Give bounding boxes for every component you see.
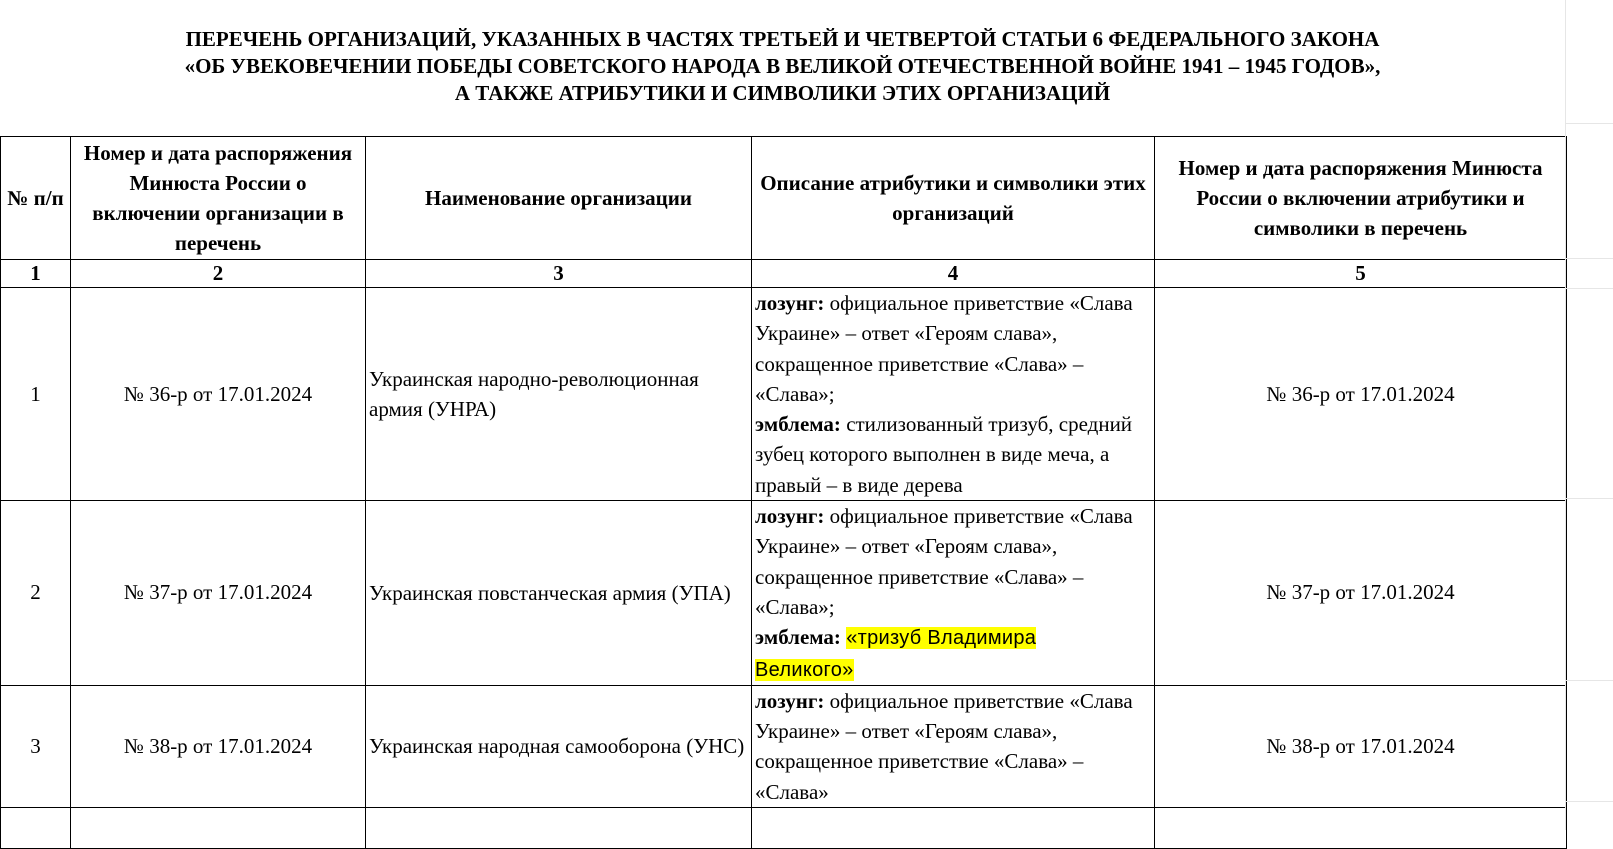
column-number: 4 <box>752 260 1155 288</box>
symbols-description-cell <box>752 288 1155 501</box>
emblem-text-highlighted: Великого» <box>755 658 854 681</box>
table-row-partial <box>1 808 1567 849</box>
org-order-cell: № 37-р от 17.01.2024 <box>71 501 366 686</box>
symbols-description-cell <box>752 685 1155 807</box>
title-line-3: А ТАКЖЕ АТРИБУТИКИ И СИМВОЛИКИ ЭТИХ ОРГАНИЗАЦИЙ <box>454 81 1111 105</box>
sheet-gridline-horizontal <box>1566 288 1613 289</box>
sheet-gridline-horizontal <box>1566 680 1613 681</box>
header-symbols-description: Описание атрибутики и символики этих организаций <box>752 137 1155 260</box>
empty-cell <box>752 808 1155 849</box>
empty-cell <box>1 808 71 849</box>
title-line-2: «ОБ УВЕКОВЕЧЕНИИ ПОБЕДЫ СОВЕТСКОГО НАРОДА В ВЕЛИКОЙ ОТЕЧЕСТВЕННОЙ ВОЙНЕ 1941 – 1945 ГОДОВ», <box>184 54 1381 78</box>
slogan-label: лозунг: <box>755 504 825 529</box>
row-number: 2 <box>1 501 71 686</box>
emblem-text-highlighted: «тризуб Владимира <box>846 627 1037 650</box>
org-order-cell: № 38-р от 17.01.2024 <box>71 685 366 807</box>
organizations-table <box>0 136 1567 849</box>
emblem-label: эмблема: <box>755 625 841 650</box>
table-header-row <box>1 137 1567 260</box>
row-number: 1 <box>1 288 71 501</box>
table-row <box>1 288 1567 501</box>
sheet-gridline-horizontal <box>1566 123 1613 124</box>
slogan-text: официальное приветствие «Слава Украине» – ответ «Героям слава», сокращенное приветствие «Слава» – «Слава» <box>755 688 1133 804</box>
header-org-name: Наименование организации <box>366 137 752 260</box>
symbols-order-cell: № 37-р от 17.01.2024 <box>1155 501 1567 686</box>
table-row <box>1 501 1567 686</box>
column-number: 2 <box>71 260 366 288</box>
emblem-text: стилизованный тризуб, средний зубец которого выполнен в виде меча, а правый – в виде дерева <box>755 412 1133 497</box>
title-line-1: ПЕРЕЧЕНЬ ОРГАНИЗАЦИЙ, УКАЗАННЫХ В ЧАСТЯХ ТРЕТЬЕЙ И ЧЕТВЕРТОЙ СТАТЬИ 6 ФЕДЕРАЛЬНОГО ЗАКОНА <box>185 27 1380 51</box>
empty-cell <box>1155 808 1567 849</box>
header-order-symbols: Номер и дата распоряжения Минюста России о включении атрибутики и символики в перечень <box>1155 137 1567 260</box>
empty-cell <box>366 808 752 849</box>
sheet-gridline-horizontal <box>1566 801 1613 802</box>
header-number: № п/п <box>1 137 71 260</box>
org-name-cell: Украинская народная самооборона (УНС) <box>366 685 752 807</box>
symbols-order-cell: № 38-р от 17.01.2024 <box>1155 685 1567 807</box>
slogan-text: официальное приветствие «Слава Украине» – ответ «Героям слава», сокращенное приветствие «Слава» – «Слава»; <box>755 504 1133 619</box>
symbols-order-cell: № 36-р от 17.01.2024 <box>1155 288 1567 501</box>
symbols-description-cell <box>752 501 1155 686</box>
slogan-label: лозунг: <box>755 688 825 713</box>
sheet-gridline-vertical <box>1565 0 1566 830</box>
slogan-text: официальное приветствие «Слава Украине» – ответ «Героям слава», сокращенное приветствие «Слава» – «Слава»; <box>755 291 1133 406</box>
column-number: 5 <box>1155 260 1567 288</box>
emblem-label: эмблема: <box>755 412 841 437</box>
column-number: 3 <box>366 260 752 288</box>
row-number: 3 <box>1 685 71 807</box>
header-order-org: Номер и дата распоряжения Минюста России о включении организации в перечень <box>71 137 366 260</box>
table-row <box>1 685 1567 807</box>
document-title <box>0 26 1565 107</box>
empty-cell <box>71 808 366 849</box>
column-numbers-row <box>1 260 1567 288</box>
column-number: 1 <box>1 260 71 288</box>
slogan-label: лозунг: <box>755 291 825 315</box>
sheet-gridline-horizontal <box>1566 498 1613 499</box>
org-order-cell: № 36-р от 17.01.2024 <box>71 288 366 501</box>
org-name-cell: Украинская народно-революционная армия (УНРА) <box>366 288 752 501</box>
sheet-gridline-horizontal <box>1566 258 1613 259</box>
org-name-cell: Украинская повстанческая армия (УПА) <box>366 501 752 686</box>
